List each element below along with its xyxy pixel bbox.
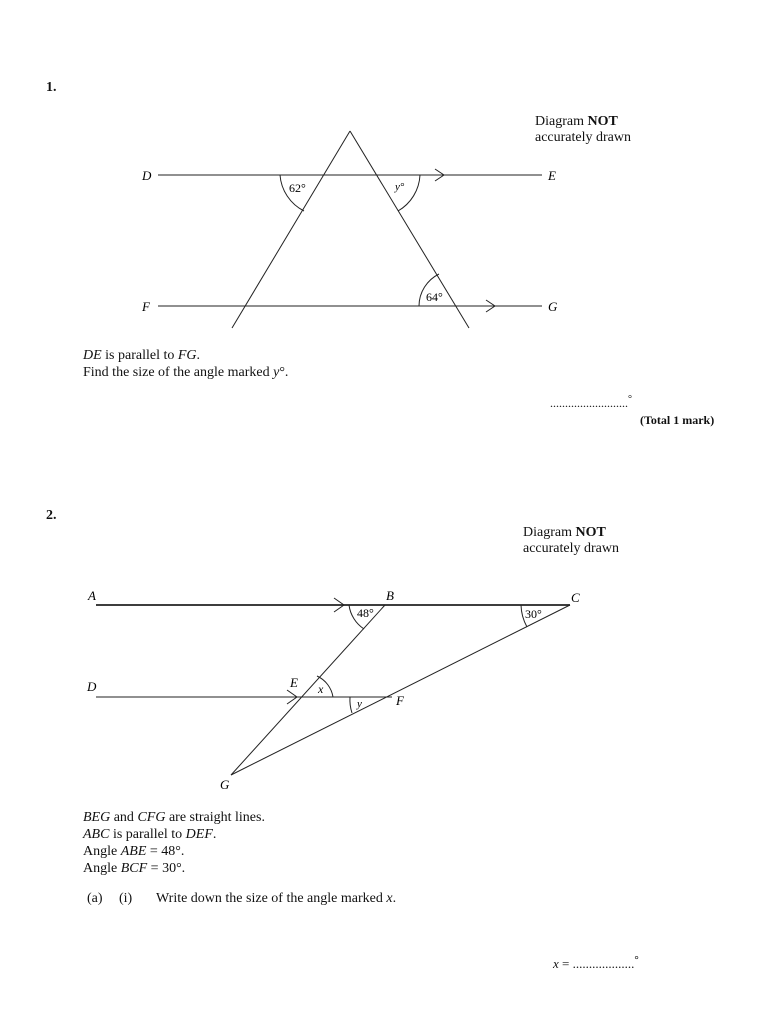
q2-abc: ABC (83, 827, 110, 842)
q2-answer-var: x (553, 956, 559, 971)
q2-answer-degree: ° (634, 954, 639, 966)
q2-angle-30: 30° (525, 607, 542, 621)
q2-text-period: . (212, 827, 217, 842)
q2-beg: BEG (83, 810, 111, 825)
q1-text-parallel: is parallel to (101, 348, 178, 363)
q2-line-cfg (231, 605, 570, 775)
q2-bcf: BCF (120, 861, 148, 876)
q2-bcf-value: = 30°. (147, 861, 186, 876)
q1-note-bold: NOT (587, 114, 618, 129)
q1-answer-field[interactable] (550, 396, 632, 411)
q2-label-e: E (290, 675, 298, 690)
q1-question-degree: °. (279, 365, 289, 380)
q2-part-i-label: (i) (119, 891, 133, 906)
q1-answer-degree: ° (628, 394, 632, 405)
q2-answer-eq: = (558, 956, 573, 971)
q1-right-transversal (350, 131, 469, 328)
q2-label-b: B (386, 588, 394, 603)
q1-label-g: G (548, 299, 558, 314)
q1-de: DE (83, 348, 102, 363)
q2-diagram (0, 580, 768, 800)
q2-task-period: . (392, 891, 397, 906)
q2-note-bold: NOT (575, 525, 606, 540)
q2-cfg: CFG (137, 810, 166, 825)
q2-text-and: and (110, 810, 138, 825)
q1-angle-64: 64° (426, 290, 443, 304)
q2-label-f: F (396, 693, 404, 708)
q2-angle-y: y (357, 698, 362, 710)
q1-question-var: y (273, 365, 280, 380)
q2-task-text: Write down the size of the angle marked (156, 891, 387, 906)
q1-label-f: F (142, 299, 150, 314)
q2-angle-word-1: Angle (83, 844, 121, 859)
q1-total-marks: (Total 1 mark) (640, 413, 715, 427)
question-2-number: 2. (46, 508, 57, 523)
q1-left-transversal (232, 131, 350, 328)
q1-angle-y: y° (395, 181, 405, 193)
q2-note-prefix: Diagram (523, 525, 576, 540)
q2-part-a-task (156, 890, 396, 907)
q2-label-g: G (220, 777, 230, 792)
q1-question-text: Find the size of the angle marked (83, 365, 274, 380)
q2-abe: ABE (120, 844, 147, 859)
q1-text-period: . (196, 348, 201, 363)
q2-line-beg (231, 605, 385, 775)
q2-abe-value: = 48°. (146, 844, 185, 859)
question-1-number: 1. (46, 80, 57, 95)
q1-answer-dots: .......................... (550, 396, 628, 410)
q2-angle-x: x (318, 682, 324, 696)
q1-label-d: D (142, 168, 152, 183)
q1-statement (83, 347, 288, 381)
q2-diagram-note (523, 525, 619, 557)
q1-diagram (0, 0, 768, 340)
q2-label-a: A (88, 588, 96, 603)
q2-text-straight: are straight lines. (165, 810, 265, 825)
q1-note-prefix: Diagram (535, 114, 588, 129)
q2-arc-y (350, 697, 352, 713)
q2-answer-dots: ................... (572, 956, 635, 971)
q2-task-var: x (386, 891, 393, 906)
q2-label-d: D (87, 679, 97, 694)
q2-def: DEF (185, 827, 213, 842)
q2-note-line2: accurately drawn (523, 541, 619, 556)
q1-label-e: E (548, 168, 556, 183)
q2-angle-48: 48° (357, 606, 374, 620)
q2-answer-field[interactable] (553, 956, 639, 972)
q2-label-c: C (571, 590, 580, 605)
q2-statement (83, 809, 265, 877)
q1-note-line2: accurately drawn (535, 130, 631, 145)
q2-angle-word-2: Angle (83, 861, 121, 876)
q2-text-parallel: is parallel to (109, 827, 186, 842)
q2-part-a-label: (a) (87, 891, 103, 906)
q1-fg: FG (177, 348, 197, 363)
q1-angle-62: 62° (289, 181, 306, 195)
